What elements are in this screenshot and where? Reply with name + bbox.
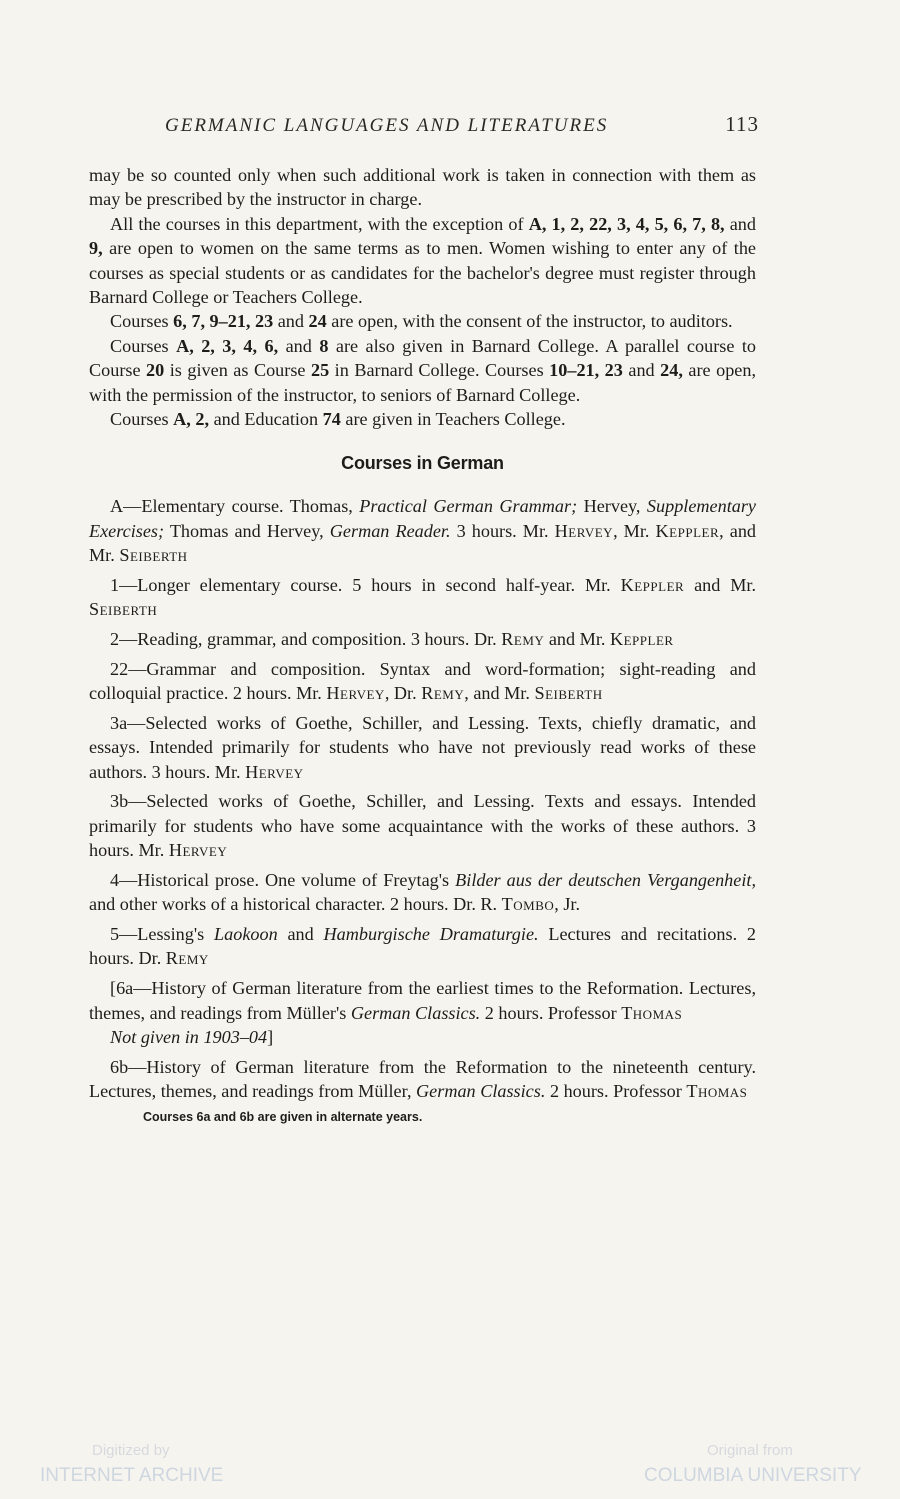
- text: and: [277, 924, 324, 945]
- text: 3 hours. Mr.: [450, 520, 555, 541]
- text: are open, with the permission of the instructor, to seniors of Barnard College.: [89, 360, 757, 405]
- course-number: 6b: [110, 1056, 129, 1077]
- running-header: [165, 112, 759, 137]
- course-number: 4: [110, 869, 120, 890]
- text: Courses: [110, 409, 174, 430]
- instructor-name: Thomas: [686, 1081, 748, 1102]
- course-number: 9,: [89, 238, 103, 259]
- course-list: A, 2, 3, 4, 6,: [176, 335, 279, 356]
- bracket: [: [110, 978, 117, 999]
- text: Hervey,: [577, 496, 647, 517]
- course-list: 10–21, 23: [549, 360, 623, 381]
- book-title: Laokoon: [214, 924, 278, 945]
- text: in Barnard College. Courses: [329, 360, 550, 381]
- course-entry-2: [89, 627, 756, 651]
- intro-paragraph-2: [89, 212, 756, 310]
- bracket: ]: [267, 1026, 274, 1047]
- instructor-name: Remy: [165, 948, 209, 969]
- instructor-name: Keppler: [620, 574, 685, 595]
- text: are open, with the consent of the instructor, to auditors.: [326, 311, 733, 332]
- course-number: 25: [310, 360, 330, 381]
- intro-text: may be so counted only when such additional work is taken in connection with them as may be prescribed by the instructor in charge.: [89, 165, 756, 210]
- course-number: 74: [322, 409, 341, 430]
- text: Lectures and recitations. 2 hours. Dr.: [89, 924, 757, 969]
- book-title: Bilder aus der deutschen Vergangenheit,: [455, 869, 756, 890]
- course-entry-3b: [89, 789, 756, 862]
- text: and: [622, 360, 661, 381]
- course-list: A, 1, 2, 22, 3, 4, 5, 6, 7, 8,: [528, 213, 725, 234]
- course-number: 1: [110, 574, 120, 595]
- text: , and Mr.: [464, 683, 535, 704]
- course-number: 22: [110, 658, 129, 679]
- watermark-columbia-university: COLUMBIA UNIVERSITY: [644, 1465, 862, 1486]
- watermark-original-from: Original from: [707, 1442, 793, 1459]
- instructor-name: Hervey: [554, 520, 614, 541]
- book-title: Practical German Grammar;: [359, 496, 578, 517]
- book-title: German Classics.: [416, 1081, 546, 1102]
- text: —Lessing's: [119, 924, 215, 945]
- running-title: GERMANIC LANGUAGES AND LITERATURES: [165, 115, 609, 136]
- instructor-name: Seiberth: [534, 683, 603, 704]
- text: —History of German literature from the earliest times to the Reformation. Lectures, themes, and readings from Müller's: [89, 978, 756, 1023]
- section-title: Courses in German: [341, 453, 504, 474]
- text: —Elementary course. Thomas,: [123, 496, 360, 517]
- course-number: 5: [110, 924, 120, 945]
- text: and Mr.: [684, 574, 756, 595]
- text: are also given in Barnard College. A parallel course to Course: [89, 335, 757, 381]
- not-given-text: Not given in 1903–04: [110, 1026, 268, 1047]
- page-number: 113: [725, 112, 759, 136]
- text: , Mr.: [613, 520, 656, 541]
- text: —Selected works of Goethe, Schiller, and Lessing. Texts and essays. Intended primarily for students who have some acquaintance with the works of these authors. 3 hours. Mr.: [89, 791, 756, 861]
- watermark-internet-archive: INTERNET ARCHIVE: [40, 1465, 224, 1486]
- text: —Longer elementary course. 5 hours in second half-year. Mr.: [119, 574, 621, 595]
- alternate-years-note: Courses 6a and 6b are given in alternate years.: [143, 1110, 423, 1125]
- intro-paragraph-5: [89, 407, 756, 431]
- text: , Dr.: [384, 683, 422, 704]
- text: Thomas and Hervey,: [164, 520, 330, 541]
- course-entry-3a: [89, 711, 756, 784]
- instructor-name: Hervey: [245, 761, 304, 782]
- course-number: 6a: [116, 978, 134, 999]
- instructor-name: Keppler: [609, 629, 674, 650]
- text: Courses: [110, 311, 174, 332]
- text: 2 hours. Professor: [545, 1081, 687, 1102]
- text: is given as Course: [164, 360, 311, 381]
- course-entry-22: [89, 657, 756, 706]
- course-number: 3a: [110, 712, 128, 733]
- book-title: Hamburgische Dramaturgie.: [323, 924, 539, 945]
- intro-paragraph-3: [89, 309, 756, 333]
- text: and: [278, 335, 320, 356]
- text: and: [273, 311, 309, 332]
- text: —Selected works of Goethe, Schiller, and Lessing. Texts, chiefly dramatic, and essays. Intended primarily for students who have not previously read works of these authors. 3 hours. Mr.: [89, 712, 756, 782]
- instructor-name: Tombo: [501, 894, 555, 915]
- course-number: 8: [319, 335, 329, 356]
- text: are open to women on the same terms as to men. Women wishing to enter any of the courses as special students or as candidates for the bachelor's degree must register through Barnard College or Teachers College.: [89, 238, 756, 308]
- instructor-name: Keppler: [655, 520, 720, 541]
- text: and other works of a historical character. 2 hours. Dr. R.: [89, 894, 502, 915]
- course-entry-1: [89, 573, 756, 622]
- course-number: A: [110, 496, 124, 517]
- course-number: 3b: [110, 791, 129, 812]
- text: and: [724, 213, 756, 234]
- text: —Grammar and composition. Syntax and word-formation; sight-reading and colloquial practice. 2 hours. Mr.: [89, 658, 756, 704]
- text: are given in Teachers College.: [340, 409, 566, 430]
- instructor-name: Hervey: [168, 840, 228, 861]
- text: and Education: [209, 409, 323, 430]
- not-given-note: [110, 1025, 756, 1049]
- course-number: 24,: [660, 360, 683, 381]
- text: —History of German literature from the Reformation to the nineteenth century. Lectures, themes, and readings from Müller,: [89, 1056, 756, 1102]
- intro-paragraph-1: [89, 163, 756, 212]
- text: , and Mr.: [89, 520, 757, 566]
- course-list: 6, 7, 9–21, 23: [173, 311, 274, 332]
- instructor-name: Hervey: [326, 683, 385, 704]
- text: , Jr.: [554, 894, 581, 915]
- course-number: 20: [146, 360, 165, 381]
- book-title: Supplementary Exercises;: [89, 496, 757, 541]
- text: 2 hours. Professor: [480, 1002, 622, 1023]
- text: —Historical prose. One volume of Freytag's: [119, 869, 456, 890]
- course-entry-A: [89, 494, 756, 567]
- course-number: 2: [110, 629, 120, 650]
- course-entry-6a: [89, 976, 756, 1025]
- instructor-name: Seiberth: [119, 545, 188, 566]
- book-title: German Classics.: [350, 1002, 481, 1023]
- course-number: 24: [308, 311, 327, 332]
- course-list: A, 2,: [173, 409, 210, 430]
- text: Courses: [110, 335, 177, 356]
- instructor-name: Seiberth: [89, 599, 158, 620]
- text: All the courses in this department, with the exception of: [110, 213, 529, 234]
- course-entry-6b: [89, 1055, 756, 1104]
- intro-paragraph-4: [89, 334, 756, 407]
- book-title: German Reader.: [329, 520, 451, 541]
- instructor-name: Remy: [501, 629, 545, 650]
- page-body: [89, 163, 756, 1130]
- watermark-digitized-by: Digitized by: [92, 1442, 170, 1459]
- instructor-name: Remy: [421, 683, 465, 704]
- text: —Reading, grammar, and composition. 3 hours. Dr.: [119, 629, 502, 650]
- text: and Mr.: [544, 629, 610, 650]
- course-entry-5: [89, 922, 756, 971]
- course-entry-4: [89, 868, 756, 917]
- instructor-name: Thomas: [621, 1002, 683, 1023]
